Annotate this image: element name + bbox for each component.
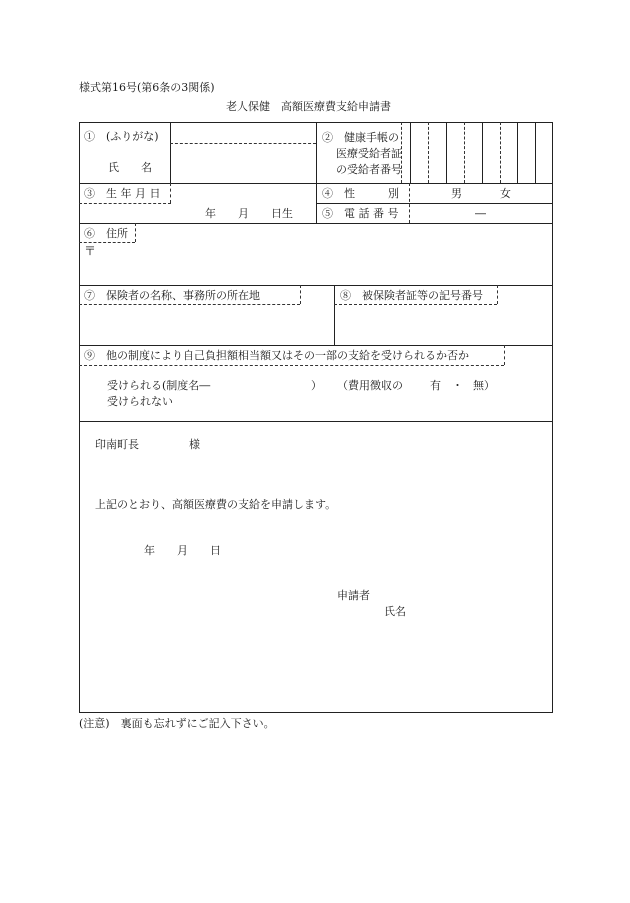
row-divider xyxy=(79,285,553,286)
label-dotted-border xyxy=(79,304,300,305)
paren-close: ） xyxy=(311,379,322,392)
insured-card-label: ⑧ 被保険者証等の記号番号 xyxy=(340,289,483,302)
birthdate-label: ③ 生 年 月 日 xyxy=(84,187,161,200)
insurer-field[interactable] xyxy=(80,306,333,344)
phone-field[interactable]: ― xyxy=(475,207,486,220)
label-dotted-border xyxy=(170,183,171,203)
fee-dot: ・ xyxy=(452,379,463,392)
label-dotted-border xyxy=(497,285,498,304)
row-divider xyxy=(79,421,553,422)
address-label: ⑥ 住所 xyxy=(84,227,128,240)
col-divider xyxy=(334,285,335,345)
label-dotted-border xyxy=(409,183,410,223)
sex-female-option[interactable]: 女 xyxy=(500,187,511,200)
postal-mark: 〒 xyxy=(84,244,97,258)
applicant-name-field[interactable] xyxy=(410,604,540,620)
birthdate-template: 年 月 日生 xyxy=(205,207,293,220)
recipient-no-label-3: の受給者番号 xyxy=(336,163,402,176)
sex-male-option[interactable]: 男 xyxy=(451,187,462,200)
application-statement: 上記のとおり、高額医療費の支給を申請します。 xyxy=(95,498,337,511)
name-field[interactable] xyxy=(171,144,315,182)
form-number: 様式第16号(第6条の3関係) xyxy=(79,81,215,94)
other-system-label: ⑨ 他の制度により自己負担額相当額又はその一部の支給を受けられるか否か xyxy=(84,349,469,362)
row-divider xyxy=(316,203,553,204)
applicant-name-label: 氏名 xyxy=(384,605,406,618)
label-dotted-border xyxy=(334,304,497,305)
label-dotted-border xyxy=(79,203,171,204)
insurer-label: ⑦ 保険者の名称、事務所の所在地 xyxy=(84,289,260,302)
fee-have-option[interactable]: 有 xyxy=(430,379,441,392)
furigana-label: ① (ふりがな) xyxy=(84,130,159,143)
col-divider xyxy=(316,122,317,223)
sex-label: ④ 性 別 xyxy=(322,187,399,200)
recipient-no-label-2: 医療受給者証 xyxy=(336,147,402,160)
name-label: 氏 名 xyxy=(108,161,152,174)
fee-collection-label: （費用徴収の xyxy=(337,379,403,392)
label-dotted-border xyxy=(79,365,504,366)
label-dotted-border xyxy=(135,223,136,242)
birthdate-field[interactable] xyxy=(172,184,315,222)
label-dotted-border xyxy=(79,242,135,243)
addressee-honorific: 様 xyxy=(189,438,200,451)
applicant-label: 申請者 xyxy=(337,589,370,602)
footer-note: (注意) 裏面も忘れずにご記入下さい。 xyxy=(79,717,275,730)
row-divider xyxy=(79,223,553,224)
phone-label: ⑤ 電 話 番 号 xyxy=(322,207,399,220)
option-receivable[interactable]: 受けられる(制度名― xyxy=(107,379,211,392)
label-dotted-border xyxy=(300,285,301,304)
application-date[interactable]: 年 月 日 xyxy=(144,544,221,557)
insured-card-field[interactable] xyxy=(336,306,551,344)
form-title: 老人保健 高額医療費支給申請書 xyxy=(226,100,391,113)
addressee: 印南町長 xyxy=(95,438,139,451)
fee-none-option[interactable]: 無） xyxy=(473,379,495,392)
option-not-receivable[interactable]: 受けられない xyxy=(107,395,173,408)
recipient-number-field[interactable] xyxy=(411,123,552,182)
recipient-no-label-1: ② 健康手帳の xyxy=(322,131,399,144)
label-dotted-border xyxy=(504,345,505,365)
row-divider xyxy=(79,345,553,346)
address-field[interactable] xyxy=(97,244,551,284)
label-dotted-border xyxy=(401,122,402,183)
